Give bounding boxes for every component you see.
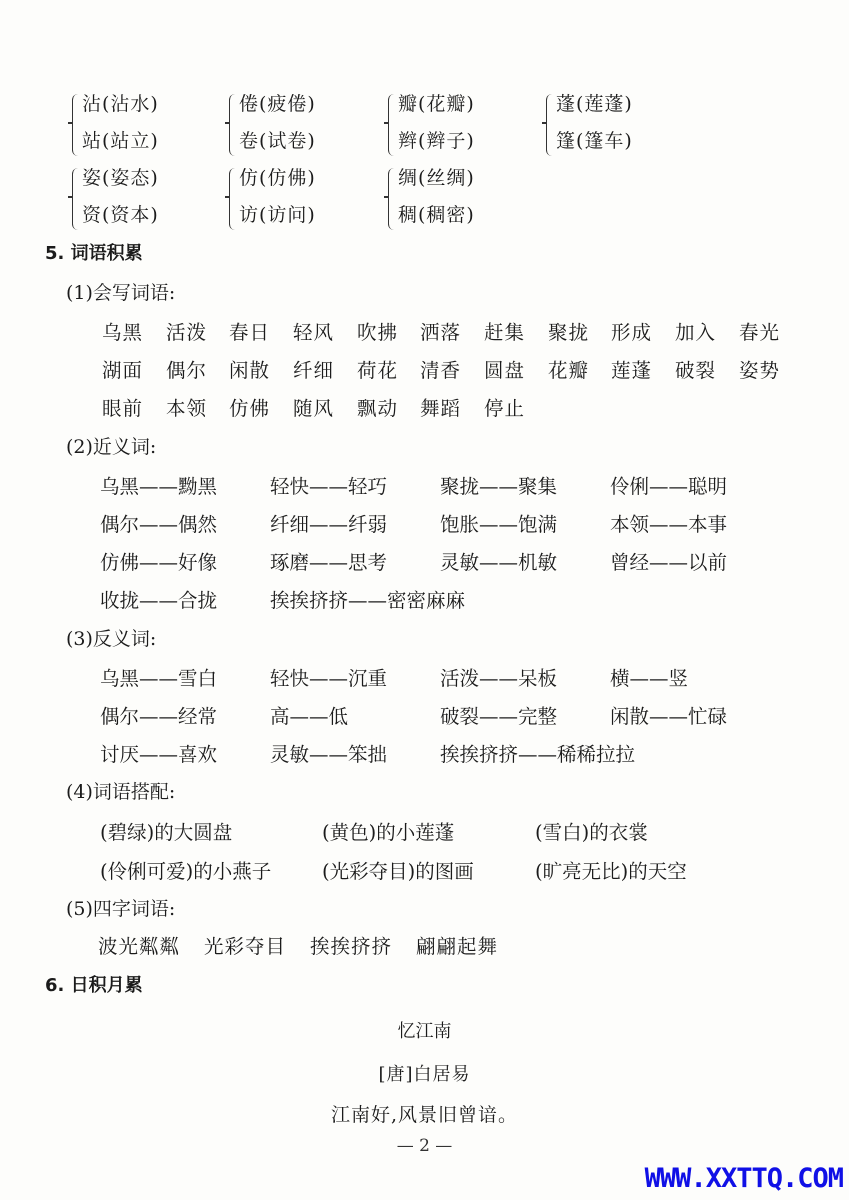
character-pair xyxy=(72,88,222,164)
subsection-label: (2)近义词: xyxy=(66,436,157,458)
word: 破裂 xyxy=(675,359,717,382)
word: 舞蹈 xyxy=(420,397,462,420)
antonym-row xyxy=(100,739,800,767)
word: 花瓣 xyxy=(548,359,590,382)
pair-top: 姿(姿态) xyxy=(82,167,159,189)
synonym-pair: 灵敏——机敏 xyxy=(440,551,558,574)
idiom: 翩翩起舞 xyxy=(416,935,499,958)
word: 随风 xyxy=(293,397,335,420)
pair-bottom: 辫(辫子) xyxy=(398,130,475,152)
pair-bottom: 访(访问) xyxy=(239,204,316,226)
synonym-pair: 伶俐——聪明 xyxy=(610,475,728,498)
word: 乌黑 xyxy=(102,321,144,344)
word: 荷花 xyxy=(357,359,399,382)
word: 眼前 xyxy=(102,397,144,420)
subsection-label: (4)词语搭配: xyxy=(66,781,176,803)
antonym-pair: 灵敏——笨拙 xyxy=(270,743,388,766)
synonym-pair: 偶尔——偶然 xyxy=(100,513,218,536)
idiom: 挨挨挤挤 xyxy=(310,935,393,958)
synonym-pair: 琢磨——思考 xyxy=(270,551,388,574)
word: 活泼 xyxy=(166,321,208,344)
synonym-pair: 乌黑——黝黑 xyxy=(100,475,218,498)
word: 聚拢 xyxy=(548,321,590,344)
poem-title: 忆江南 xyxy=(397,1021,452,1042)
brace-icon xyxy=(72,168,79,230)
synonym-pair: 曾经——以前 xyxy=(610,551,728,574)
synonym-pair: 轻快——轻巧 xyxy=(270,475,388,498)
poem-author: [唐]白居易 xyxy=(378,1064,471,1085)
pair-bottom: 站(站立) xyxy=(82,130,159,152)
idiom: 波光粼粼 xyxy=(98,935,181,958)
pair-top: 蓬(莲蓬) xyxy=(556,93,633,115)
synonym-pair: 收拢——合拢 xyxy=(100,589,218,612)
character-pair-row xyxy=(0,162,849,238)
pair-bottom: 资(资本) xyxy=(82,204,159,226)
subsection-label: (1)会写词语: xyxy=(66,282,176,304)
brace-icon xyxy=(546,94,553,156)
pair-top: 仿(仿佛) xyxy=(239,167,316,189)
pair-top: 瓣(花瓣) xyxy=(398,93,475,115)
poem-line: 江南好,风景旧曾谙。 xyxy=(330,1104,519,1126)
word: 吹拂 xyxy=(357,321,399,344)
pair-bottom: 卷(试卷) xyxy=(239,130,316,152)
antonym-pair: 讨厌——喜欢 xyxy=(100,743,218,766)
synonym-pair: 仿佛——好像 xyxy=(100,551,218,574)
collocation: (碧绿)的大圆盘 xyxy=(100,821,233,844)
character-pair xyxy=(72,162,222,238)
word: 姿势 xyxy=(739,359,781,382)
word: 加入 xyxy=(675,321,717,344)
brace-icon xyxy=(229,94,236,156)
collocation: (伶俐可爱)的小燕子 xyxy=(100,860,272,883)
character-pair xyxy=(229,162,379,238)
antonym-pair: 高——低 xyxy=(270,705,349,728)
antonym-pair: 横——竖 xyxy=(610,667,689,690)
subsection-label: (5)四字词语: xyxy=(66,898,176,920)
page-number: — 2 — xyxy=(396,1136,453,1156)
word: 圆盘 xyxy=(484,359,526,382)
word: 春日 xyxy=(229,321,271,344)
collocation-row xyxy=(100,817,800,845)
character-pair xyxy=(388,88,538,164)
synonym-row xyxy=(100,509,800,537)
pair-bottom: 稠(稠密) xyxy=(398,204,475,226)
antonym-pair: 乌黑——雪白 xyxy=(100,667,218,690)
word: 莲蓬 xyxy=(611,359,653,382)
brace-icon xyxy=(72,94,79,156)
collocation: (旷亮无比)的天空 xyxy=(535,860,687,883)
brace-icon xyxy=(388,168,395,230)
pair-top: 沾(沾水) xyxy=(82,93,159,115)
word: 清香 xyxy=(420,359,462,382)
antonym-pair: 轻快——沉重 xyxy=(270,667,388,690)
word: 停止 xyxy=(484,397,526,420)
site-watermark: WWW.XXTTQ.COM xyxy=(644,1163,843,1194)
antonym-pair: 活泼——呆板 xyxy=(440,667,558,690)
synonym-row xyxy=(100,547,800,575)
antonym-pair: 挨挨挤挤——稀稀拉拉 xyxy=(440,743,636,766)
character-pair-row xyxy=(0,88,849,164)
word: 洒落 xyxy=(420,321,462,344)
word: 春光 xyxy=(739,321,781,344)
word: 形成 xyxy=(611,321,653,344)
synonym-pair: 本领——本事 xyxy=(610,513,728,536)
brace-icon xyxy=(388,94,395,156)
word: 本领 xyxy=(166,397,208,420)
section-heading: 6. 日积月累 xyxy=(45,975,143,996)
collocation: (黄色)的小莲蓬 xyxy=(322,821,455,844)
subsection-label: (3)反义词: xyxy=(66,628,157,650)
word: 轻风 xyxy=(293,321,335,344)
word: 纤细 xyxy=(293,359,335,382)
synonym-pair: 饱胀——饱满 xyxy=(440,513,558,536)
idiom: 光彩夺目 xyxy=(204,935,287,958)
pair-top: 绸(丝绸) xyxy=(398,167,475,189)
collocation: (光彩夺目)的图画 xyxy=(322,860,474,883)
section-heading: 5. 词语积累 xyxy=(45,243,143,264)
word: 赶集 xyxy=(484,321,526,344)
word: 飘动 xyxy=(357,397,399,420)
synonym-row xyxy=(100,585,800,613)
word: 湖面 xyxy=(102,359,144,382)
word: 仿佛 xyxy=(229,397,271,420)
word: 偶尔 xyxy=(166,359,208,382)
collocation-row xyxy=(100,856,800,884)
collocation: (雪白)的衣裳 xyxy=(535,821,648,844)
antonym-pair: 偶尔——经常 xyxy=(100,705,218,728)
antonym-pair: 闲散——忙碌 xyxy=(610,705,728,728)
brace-icon xyxy=(229,168,236,230)
pair-bottom: 篷(篷车) xyxy=(556,130,633,152)
antonym-row xyxy=(100,701,800,729)
antonym-pair: 破裂——完整 xyxy=(440,705,558,728)
synonym-pair: 纤细——纤弱 xyxy=(270,513,388,536)
pair-top: 倦(疲倦) xyxy=(239,93,316,115)
word: 闲散 xyxy=(229,359,271,382)
character-pair xyxy=(546,88,696,164)
antonym-row xyxy=(100,663,800,691)
synonym-pair: 挨挨挤挤——密密麻麻 xyxy=(270,589,466,612)
synonym-row xyxy=(100,471,800,499)
character-pair xyxy=(229,88,379,164)
synonym-pair: 聚拢——聚集 xyxy=(440,475,558,498)
character-pair xyxy=(388,162,538,238)
